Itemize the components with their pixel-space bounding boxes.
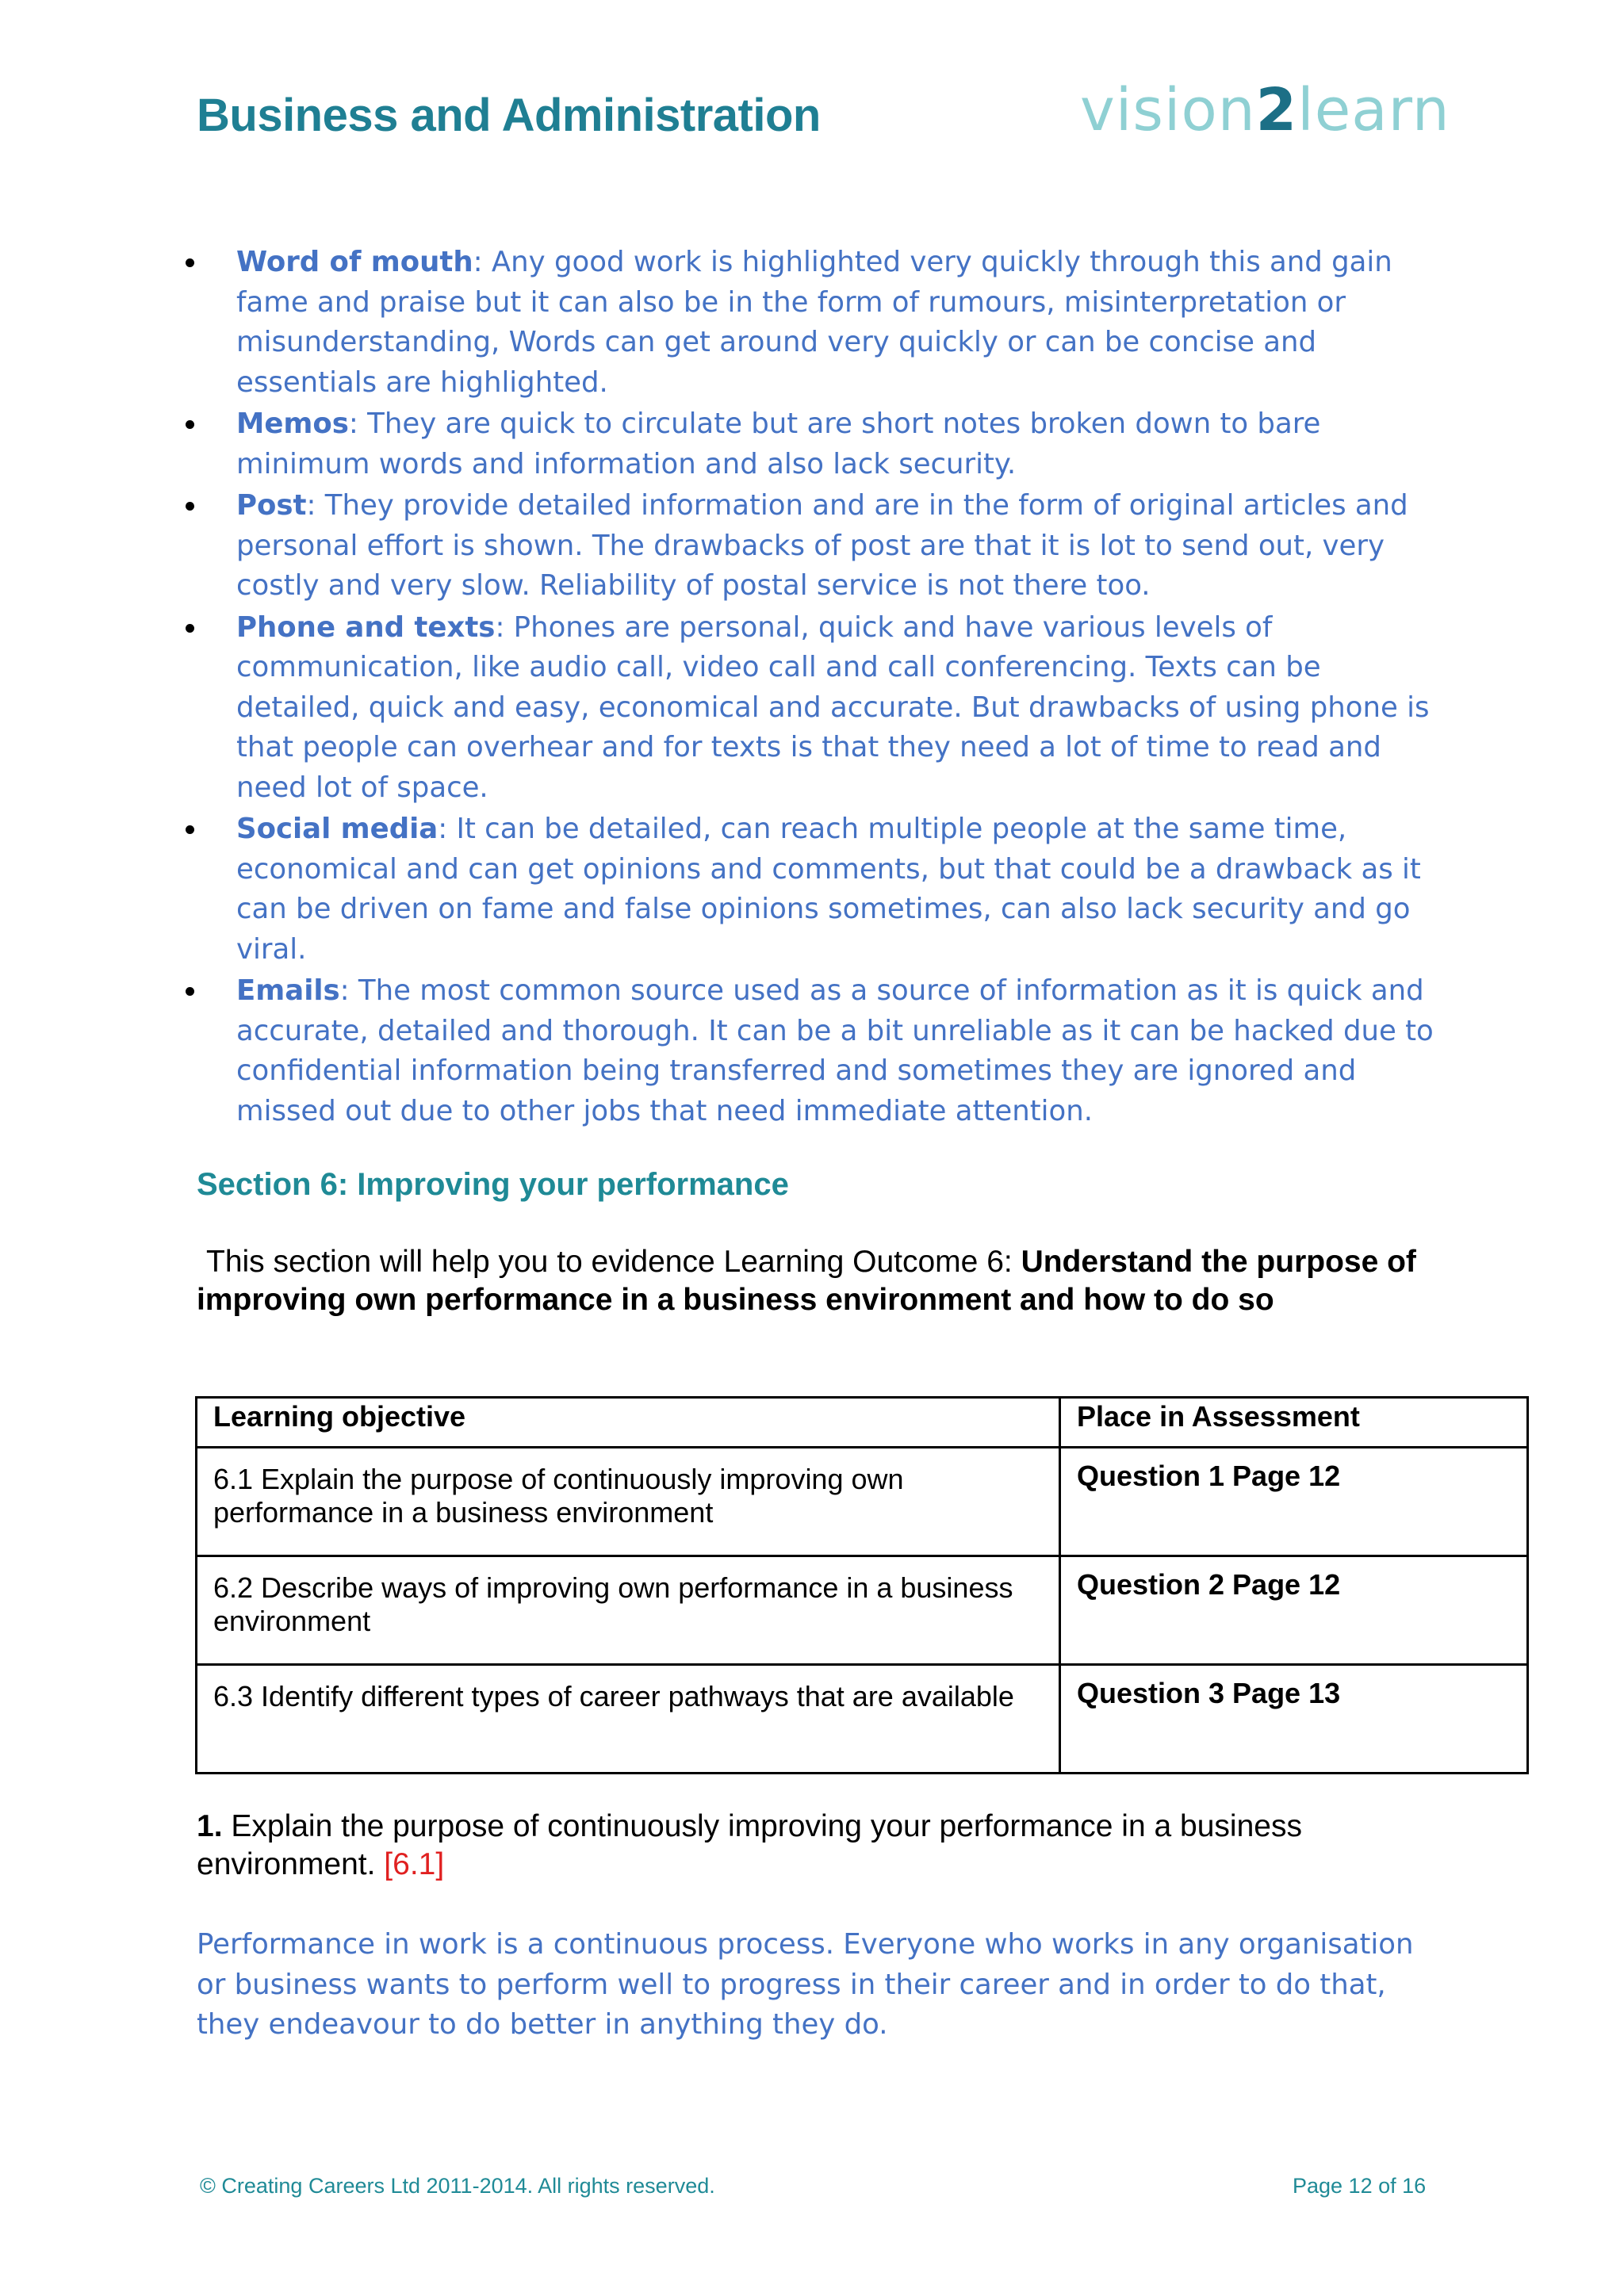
bullet-icon <box>186 502 194 511</box>
intro-learning-outcome: Understand the purpose of improving own performance in a business environment and how to do so <box>197 1245 1416 1317</box>
place-cell: Question 2 Page 12 <box>1060 1556 1528 1665</box>
logo-text-vision: vision <box>1080 76 1256 144</box>
question-text: Explain the purpose of continuously improving your performance in a business environment. <box>197 1809 1302 1881</box>
list-item-text: : Any good work is highlighted very quickly through this and gain fame and praise but it can also be in the form of rumours, misinterpretation or misunderstanding, Words can get around very quickly or can be concise and essentials are highlighted. <box>236 246 1392 399</box>
list-item-text: : Phones are personal, quick and have various levels of communication, like audio call, video call and call conferencing. Texts can be detailed, quick and easy, economical and accurate. But drawbacks of using phone is that people can overhear and for texts is that they need a lot of time to read and need lot of space. <box>236 610 1430 804</box>
list-item-term: Post <box>236 489 307 522</box>
answer-text: Performance in work is a continuous process. Everyone who works in any organisation or business wants to perform well to progress in their career and in order to do that, they endeavour to do better in anything they do. <box>197 1928 1414 2041</box>
question-1 <box>197 1808 1450 1884</box>
place-cell: Question 3 Page 13 <box>1060 1665 1528 1774</box>
objective-cell: 6.2 Describe ways of improving own performance in a business environment <box>197 1556 1060 1665</box>
list-item-term: Emails <box>236 974 340 1007</box>
table-row <box>197 1665 1528 1774</box>
table-row <box>197 1448 1528 1556</box>
footer-page-number: Page 12 of 16 <box>1293 2174 1427 2198</box>
list-item-text: : The most common source used as a source of information as it is quick and accurate, detailed and thorough. It can be a bit unreliable as it can be hacked due to confidential information being transferred and sometimes they are ignored and missed out due to other jobs that need immediate attention. <box>236 974 1434 1127</box>
bullet-icon <box>186 420 194 429</box>
objective-cell: 6.3 Identify different types of career pathways that are available <box>197 1665 1060 1774</box>
list-item-term: Memos <box>236 408 349 440</box>
bullet-icon <box>186 624 194 633</box>
section-heading: Section 6: Improving your performance <box>197 1167 789 1202</box>
column-header-objective: Learning objective <box>197 1398 1060 1448</box>
list-item-term: Word of mouth <box>236 246 473 278</box>
list-item-text: : It can be detailed, can reach multiple people at the same time, economical and can get opinions and comments, but that could be a drawback as it can be driven on fame and false opinions sometimes, can also lack security and go viral. <box>236 813 1421 966</box>
list-item <box>182 971 1435 1131</box>
vision2learn-logo <box>1080 76 1450 144</box>
question-number: 1. <box>197 1809 223 1843</box>
objective-cell: 6.1 Explain the purpose of continuously improving own performance in a business environment <box>197 1448 1060 1556</box>
list-item <box>182 486 1435 607</box>
list-item-term: Phone and texts <box>236 610 496 644</box>
section-intro <box>197 1243 1442 1319</box>
question-reference: [6.1] <box>384 1847 445 1881</box>
intro-lead-text: This section will help you to evidence Learning Outcome 6: <box>206 1245 1021 1279</box>
footer-copyright: © Creating Careers Ltd 2011-2014. All rights reserved. <box>200 2174 715 2198</box>
table-row <box>197 1556 1528 1665</box>
column-header-place: Place in Assessment <box>1060 1398 1528 1448</box>
list-item <box>182 404 1435 484</box>
learning-objectives-table <box>195 1396 1529 1774</box>
table-header-row <box>197 1398 1528 1448</box>
page-title: Business and Administration <box>197 90 821 141</box>
bullet-icon <box>186 258 194 267</box>
list-item <box>182 608 1435 809</box>
logo-text-learn: learn <box>1297 76 1450 144</box>
logo-text-2: 2 <box>1255 76 1298 144</box>
place-cell: Question 1 Page 12 <box>1060 1448 1528 1556</box>
bullet-icon <box>186 825 194 834</box>
list-item-text: : They provide detailed information and are in the form of original articles and personal effort is shown. The drawbacks of post are that it is lot to send out, very costly and very slow. Reliability of postal service is not there too. <box>236 489 1408 602</box>
list-item <box>182 243 1435 403</box>
list-item-term: Social media <box>236 813 439 845</box>
communication-methods-list <box>182 243 1435 1131</box>
bullet-icon <box>186 987 194 996</box>
list-item <box>182 809 1435 970</box>
list-item-text: : They are quick to circulate but are short notes broken down to bare minimum words and information and also lack security. <box>236 408 1321 480</box>
